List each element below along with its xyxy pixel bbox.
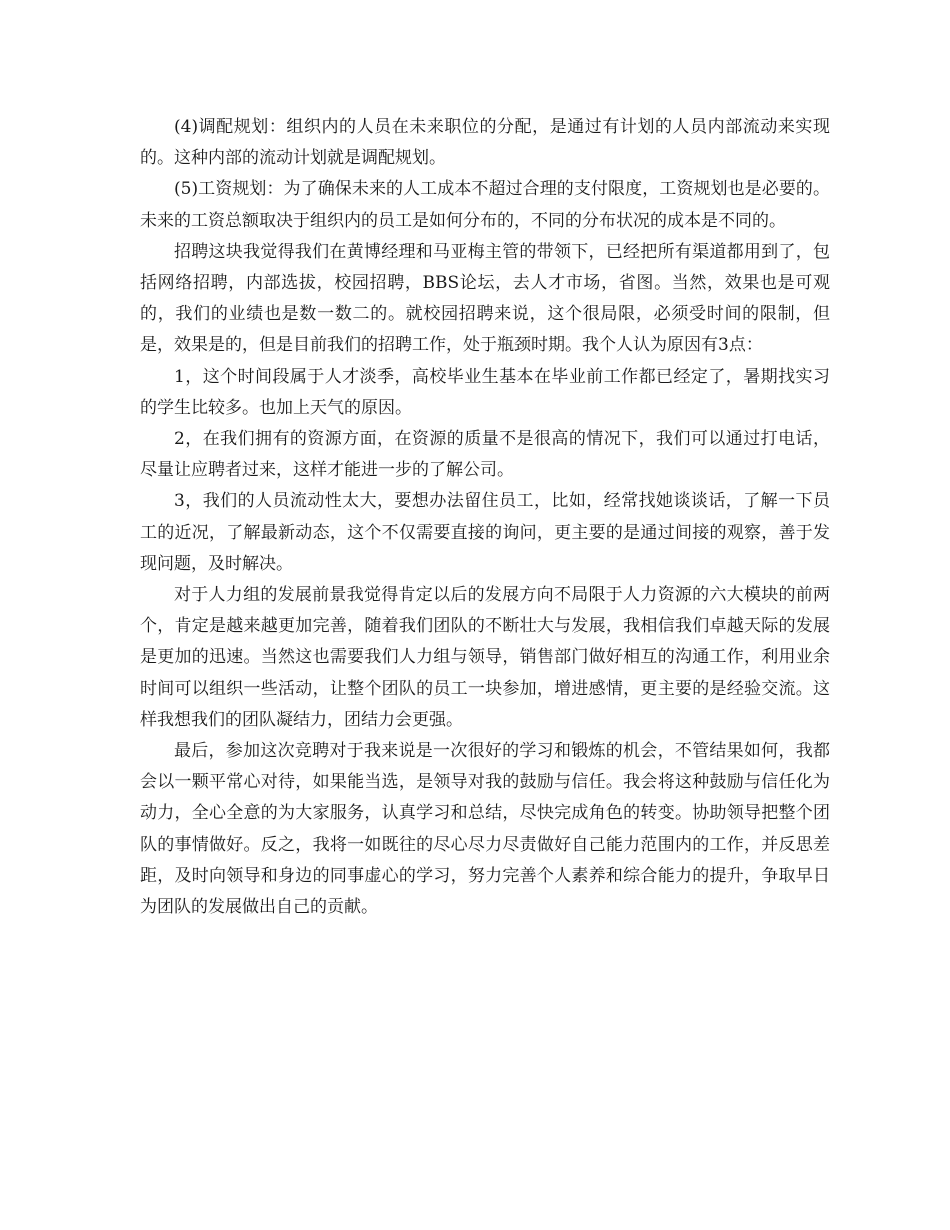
paragraph-reason-3: 3，我们的人员流动性太大，要想办法留住员工，比如，经常找她谈谈话，了解一下员工的近况，了解最新动态，这个不仅需要直接的询问，更主要的是通过间接的观察，善于发现问题，及时解决。	[140, 491, 830, 574]
paragraph-reason-1: 1，这个时间段属于人才淡季，高校毕业生基本在毕业前工作都已经定了，暑期找实习的学生比较多。也加上天气的原因。	[140, 366, 830, 418]
paragraph-allocation-planning: (4)调配规划：组织内的人员在未来职位的分配，是通过有计划的人员内部流动来实现的。这种内部的流动计划就是调配规划。	[140, 117, 830, 169]
paragraph-reason-2: 2，在我们拥有的资源方面，在资源的质量不是很高的情况下，我们可以通过打电话，尽量让应聘者过来，这样才能进一步的了解公司。	[140, 429, 830, 481]
paragraph-development-prospects: 对于人力组的发展前景我觉得肯定以后的发展方向不局限于人力资源的六大模块的前两个，肯定是越来越更加完善，随着我们团队的不断壮大与发展，我相信我们卓越天际的发展是更加的迅速。当然这也需要我们人力组与领导，销售部门做好相互的沟通工作，利用业余时间可以组织一些活动，让整个团队的员工一块参加，增进感情，更主要的是经验交流。这样我想我们的团队凝结力，团结力会更强。	[140, 585, 830, 730]
paragraph-salary-planning: (5)工资规划：为了确保未来的人工成本不超过合理的支付限度，工资规划也是必要的。未来的工资总额取决于组织内的员工是如何分布的，不同的分布状况的成本是不同的。	[140, 179, 830, 231]
paragraph-recruitment: 招聘这块我觉得我们在黄博经理和马亚梅主管的带领下，已经把所有渠道都用到了，包括网络招聘，内部选拔，校园招聘，BBS论坛，去人才市场，省图。当然，效果也是可观的，我们的业绩也是数一数二的。就校园招聘来说，这个很局限，必须受时间的限制，但是，效果是的，但是目前我们的招聘工作，处于瓶颈时期。我个人认为原因有3点：	[140, 241, 830, 356]
paragraph-conclusion: 最后，参加这次竞聘对于我来说是一次很好的学习和锻炼的机会，不管结果如何，我都会以一颗平常心对待，如果能当选，是领导对我的鼓励与信任。我会将这种鼓励与信任化为动力，全心全意的为大家服务，认真学习和总结，尽快完成角色的转变。协助领导把整个团队的事情做好。反之，我将一如既往的尽心尽力尽责做好自己能力范围内的工作，并反思差距，及时向领导和身边的同事虚心的学习，努力完善个人素养和综合能力的提升，争取早日为团队的发展做出自己的贡献。	[140, 741, 830, 918]
document-body	[140, 112, 830, 923]
